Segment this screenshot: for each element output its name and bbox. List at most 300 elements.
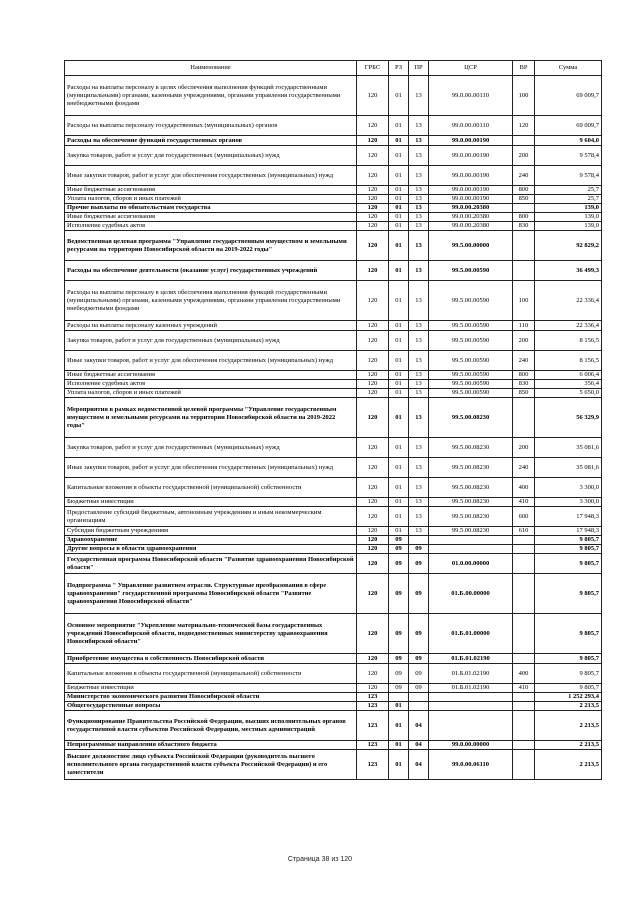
table-row <box>65 186 602 195</box>
cell-csr: 99.0.00.20380 <box>429 204 513 213</box>
cell-name: Закупка товаров, работ и услуг для государственных (муниципальных) нужд <box>65 331 357 351</box>
cell-sum: 35 081,6 <box>535 438 602 458</box>
cell-pr: 04 <box>409 711 429 741</box>
cell-grbs: 120 <box>357 527 389 536</box>
cell-name: Основное мероприятие "Укрепление материально-технической базы государственных учреждений Новосибирской области, подведомственных министерству здравоохранения Новосибирской области" <box>65 614 357 654</box>
cell-pr: 13 <box>409 371 429 380</box>
cell-sum: 25,7 <box>535 186 602 195</box>
cell-pr: 13 <box>409 527 429 536</box>
cell-csr: 99.0.00.00190 <box>429 186 513 195</box>
cell-pr: 09 <box>409 654 429 664</box>
column-header-pr: ПР <box>409 61 429 76</box>
cell-vr: 800 <box>513 371 535 380</box>
cell-csr: 01.0.00.00000 <box>429 554 513 574</box>
table-row <box>65 136 602 146</box>
table-body <box>65 76 602 780</box>
cell-sum: 17 948,3 <box>535 507 602 527</box>
cell-csr: 99.5.00.08230 <box>429 527 513 536</box>
cell-rz: 01 <box>389 231 409 261</box>
cell-vr <box>513 536 535 545</box>
cell-name: Общегосударственные вопросы <box>65 702 357 711</box>
cell-sum: 9 805,7 <box>535 664 602 684</box>
cell-vr: 100 <box>513 281 535 321</box>
cell-csr: 99.0.00.00110 <box>429 76 513 116</box>
cell-grbs: 120 <box>357 684 389 693</box>
cell-grbs: 120 <box>357 536 389 545</box>
table-row <box>65 76 602 116</box>
cell-rz: 01 <box>389 261 409 281</box>
cell-csr: 01.Б.01.00000 <box>429 614 513 654</box>
cell-csr: 99.5.00.08230 <box>429 507 513 527</box>
cell-vr <box>513 711 535 741</box>
column-header-name: Наименование <box>65 61 357 76</box>
cell-name: Непрограммные направления областного бюджета <box>65 741 357 750</box>
cell-name: Иные закупки товаров, работ и услуг для обеспечения государственных (муниципальных) нужд <box>65 351 357 371</box>
cell-csr: 99.0.00.00190 <box>429 146 513 166</box>
cell-rz: 09 <box>389 554 409 574</box>
cell-pr: 13 <box>409 261 429 281</box>
cell-sum: 92 829,2 <box>535 231 602 261</box>
cell-grbs: 120 <box>357 371 389 380</box>
cell-grbs: 120 <box>357 222 389 231</box>
cell-rz: 09 <box>389 684 409 693</box>
table-row <box>65 231 602 261</box>
cell-sum: 9 805,7 <box>535 545 602 554</box>
cell-vr: 600 <box>513 507 535 527</box>
cell-pr: 13 <box>409 186 429 195</box>
cell-csr <box>429 536 513 545</box>
cell-vr <box>513 654 535 664</box>
cell-rz: 01 <box>389 213 409 222</box>
table-row <box>65 438 602 458</box>
cell-pr: 04 <box>409 741 429 750</box>
cell-vr <box>513 614 535 654</box>
cell-rz: 01 <box>389 750 409 780</box>
cell-sum: 22 336,4 <box>535 321 602 331</box>
cell-name: Расходы на выплаты персоналу государственных (муниципальных) органов <box>65 116 357 136</box>
table-row <box>65 702 602 711</box>
cell-vr <box>513 741 535 750</box>
cell-grbs: 120 <box>357 261 389 281</box>
cell-sum: 3 300,0 <box>535 478 602 498</box>
cell-vr <box>513 574 535 614</box>
cell-name: Здравоохранение <box>65 536 357 545</box>
table-row <box>65 545 602 554</box>
cell-name: Приобретение имущества в собственность Новосибирской области <box>65 654 357 664</box>
cell-grbs: 120 <box>357 136 389 146</box>
cell-rz: 09 <box>389 574 409 614</box>
cell-pr: 13 <box>409 321 429 331</box>
cell-sum: 139,0 <box>535 204 602 213</box>
table-row <box>65 478 602 498</box>
cell-name: Высшее должностное лицо субъекта Российской Федерации (руководитель высшего исполнительного органа государственной власти субъекта Российской Федерации) и его заместители <box>65 750 357 780</box>
cell-pr: 13 <box>409 389 429 398</box>
cell-vr: 400 <box>513 478 535 498</box>
cell-vr <box>513 702 535 711</box>
cell-csr: 99.5.00.00590 <box>429 261 513 281</box>
table-row <box>65 614 602 654</box>
cell-csr: 99.5.00.00590 <box>429 371 513 380</box>
table-row <box>65 536 602 545</box>
cell-vr: 830 <box>513 222 535 231</box>
cell-name: Прочие выплаты по обязательствам государства <box>65 204 357 213</box>
cell-name: Другие вопросы в области здравоохранения <box>65 545 357 554</box>
cell-name: Уплата налогов, сборов и иных платежей <box>65 389 357 398</box>
cell-csr: 99.0.00.06110 <box>429 750 513 780</box>
cell-pr: 13 <box>409 166 429 186</box>
table-row <box>65 711 602 741</box>
table-header-row <box>65 61 602 76</box>
table-row <box>65 371 602 380</box>
cell-name: Министерство экономического развития Новосибирской области <box>65 693 357 702</box>
cell-sum: 1 252 293,4 <box>535 693 602 702</box>
cell-pr: 13 <box>409 195 429 204</box>
cell-name: Расходы на выплаты персоналу в целях обеспечения выполнения функций государственными (муниципальными) органами, казенными учреждениями, органами управления государственными внебюджетными фондами <box>65 281 357 321</box>
cell-pr: 04 <box>409 750 429 780</box>
cell-sum: 9 805,7 <box>535 574 602 614</box>
cell-pr: 13 <box>409 213 429 222</box>
cell-name: Закупка товаров, работ и услуг для государственных (муниципальных) нужд <box>65 146 357 166</box>
cell-csr: 99.0.00.00190 <box>429 166 513 186</box>
cell-vr <box>513 204 535 213</box>
cell-pr: 13 <box>409 222 429 231</box>
cell-pr: 13 <box>409 231 429 261</box>
cell-name: Иные бюджетные ассигнования <box>65 213 357 222</box>
cell-grbs: 120 <box>357 204 389 213</box>
cell-sum: 9 578,4 <box>535 146 602 166</box>
table-row <box>65 741 602 750</box>
cell-rz: 01 <box>389 711 409 741</box>
cell-sum: 5 650,0 <box>535 389 602 398</box>
cell-name: Ведомственная целевая программа "Управление государственным имуществом и земельными ресурсами на территории Новосибирской области на 2019-2022 годы" <box>65 231 357 261</box>
cell-sum: 9 604,0 <box>535 136 602 146</box>
cell-rz: 01 <box>389 498 409 507</box>
cell-rz: 01 <box>389 702 409 711</box>
cell-sum: 2 213,5 <box>535 702 602 711</box>
cell-grbs: 120 <box>357 76 389 116</box>
cell-pr: 09 <box>409 554 429 574</box>
cell-vr: 240 <box>513 458 535 478</box>
table-row <box>65 331 602 351</box>
table-row <box>65 654 602 664</box>
cell-sum: 8 156,5 <box>535 331 602 351</box>
cell-csr: 01.Б.00.00000 <box>429 574 513 614</box>
cell-rz: 01 <box>389 741 409 750</box>
table-row <box>65 195 602 204</box>
cell-sum: 9 805,7 <box>535 536 602 545</box>
cell-name: Уплата налогов, сборов и иных платежей <box>65 195 357 204</box>
budget-table <box>64 60 602 780</box>
cell-name: Расходы на выплаты персоналу в целях обеспечения выполнения функций государственными (муниципальными) органами, казенными учреждениями, органами управления государственными внебюджетными фондами <box>65 76 357 116</box>
cell-sum: 139,0 <box>535 213 602 222</box>
cell-pr: 13 <box>409 76 429 116</box>
cell-rz: 01 <box>389 195 409 204</box>
column-header-csr: ЦСР <box>429 61 513 76</box>
cell-name: Предоставление субсидий бюджетным, автономным учреждениям и иным некоммерческим организациям <box>65 507 357 527</box>
cell-name: Капитальные вложения в объекты государственной (муниципальной) собственности <box>65 478 357 498</box>
cell-rz: 01 <box>389 331 409 351</box>
cell-grbs: 120 <box>357 507 389 527</box>
cell-vr: 800 <box>513 186 535 195</box>
cell-vr: 200 <box>513 146 535 166</box>
cell-csr: 99.5.00.08230 <box>429 478 513 498</box>
table-row <box>65 321 602 331</box>
cell-rz <box>389 693 409 702</box>
page-number: Страница 38 из 120 <box>287 856 353 863</box>
cell-sum: 9 805,7 <box>535 654 602 664</box>
cell-rz: 01 <box>389 351 409 371</box>
cell-name: Исполнение судебных актов <box>65 222 357 231</box>
cell-grbs: 123 <box>357 741 389 750</box>
cell-csr <box>429 545 513 554</box>
cell-rz: 01 <box>389 507 409 527</box>
cell-vr: 240 <box>513 166 535 186</box>
cell-rz: 01 <box>389 116 409 136</box>
cell-pr <box>409 693 429 702</box>
cell-name: Бюджетные инвестиции <box>65 684 357 693</box>
table-row <box>65 166 602 186</box>
cell-grbs: 123 <box>357 702 389 711</box>
cell-pr: 13 <box>409 458 429 478</box>
table-row <box>65 281 602 321</box>
cell-sum: 36 499,3 <box>535 261 602 281</box>
cell-name: Мероприятия в рамках ведомственной целевой программы "Управление государственным имуществом и земельными ресурсами на территории Новосибирской области на 2019-2022 годы" <box>65 398 357 438</box>
cell-grbs: 120 <box>357 146 389 166</box>
cell-sum: 8 156,5 <box>535 351 602 371</box>
cell-grbs: 120 <box>357 166 389 186</box>
cell-name: Субсидии бюджетным учреждениям <box>65 527 357 536</box>
cell-rz: 01 <box>389 527 409 536</box>
cell-grbs: 120 <box>357 478 389 498</box>
cell-grbs: 120 <box>357 574 389 614</box>
cell-csr: 99.0.00.20380 <box>429 213 513 222</box>
cell-rz: 01 <box>389 281 409 321</box>
cell-rz: 09 <box>389 536 409 545</box>
cell-sum: 9 805,7 <box>535 614 602 654</box>
cell-rz: 01 <box>389 458 409 478</box>
cell-name: Расходы на обеспечение деятельности (оказание услуг) государственных учреждений <box>65 261 357 281</box>
cell-grbs: 120 <box>357 331 389 351</box>
cell-vr: 400 <box>513 664 535 684</box>
cell-vr: 610 <box>513 527 535 536</box>
cell-grbs: 120 <box>357 186 389 195</box>
cell-csr: 99.5.00.00590 <box>429 380 513 389</box>
cell-name: Расходы на обеспечение функций государственных органов <box>65 136 357 146</box>
cell-csr: 99.5.00.08230 <box>429 398 513 438</box>
cell-csr: 01.Б.01.02190 <box>429 684 513 693</box>
table-row <box>65 222 602 231</box>
cell-rz: 01 <box>389 186 409 195</box>
cell-csr: 99.5.00.00590 <box>429 321 513 331</box>
cell-pr: 13 <box>409 351 429 371</box>
cell-name: Иные закупки товаров, работ и услуг для обеспечения государственных (муниципальных) нужд <box>65 458 357 478</box>
cell-grbs: 120 <box>357 321 389 331</box>
cell-grbs: 120 <box>357 554 389 574</box>
cell-sum: 17 948,3 <box>535 527 602 536</box>
cell-csr: 99.5.00.08230 <box>429 458 513 478</box>
cell-rz: 09 <box>389 664 409 684</box>
cell-name: Иные бюджетные ассигнования <box>65 371 357 380</box>
cell-rz: 01 <box>389 438 409 458</box>
cell-pr: 13 <box>409 281 429 321</box>
cell-vr <box>513 693 535 702</box>
cell-sum: 2 213,5 <box>535 711 602 741</box>
cell-vr <box>513 231 535 261</box>
cell-csr: 01.Б.01.02190 <box>429 654 513 664</box>
cell-vr: 110 <box>513 321 535 331</box>
cell-grbs: 120 <box>357 498 389 507</box>
cell-pr: 13 <box>409 478 429 498</box>
cell-sum: 69 009,7 <box>535 116 602 136</box>
table-row <box>65 351 602 371</box>
cell-sum: 56 329,9 <box>535 398 602 438</box>
cell-sum: 3 300,0 <box>535 498 602 507</box>
cell-vr <box>513 136 535 146</box>
cell-name: Бюджетные инвестиции <box>65 498 357 507</box>
table-row <box>65 498 602 507</box>
cell-vr: 850 <box>513 389 535 398</box>
cell-vr: 240 <box>513 351 535 371</box>
table-row <box>65 574 602 614</box>
cell-name: Иные закупки товаров, работ и услуг для обеспечения государственных (муниципальных) нужд <box>65 166 357 186</box>
cell-grbs: 120 <box>357 614 389 654</box>
cell-csr: 99.5.00.00590 <box>429 389 513 398</box>
cell-rz: 01 <box>389 204 409 213</box>
cell-csr: 99.5.00.00590 <box>429 331 513 351</box>
cell-rz: 01 <box>389 76 409 116</box>
cell-sum: 9 578,4 <box>535 166 602 186</box>
table-row <box>65 693 602 702</box>
cell-pr: 13 <box>409 136 429 146</box>
cell-sum: 2 213,5 <box>535 750 602 780</box>
cell-csr: 01.Б.01.02190 <box>429 664 513 684</box>
cell-sum: 9 805,7 <box>535 554 602 574</box>
cell-rz: 01 <box>389 222 409 231</box>
cell-grbs: 120 <box>357 213 389 222</box>
cell-vr: 410 <box>513 684 535 693</box>
cell-sum: 35 081,6 <box>535 458 602 478</box>
column-header-grbs: ГРБС <box>357 61 389 76</box>
cell-sum: 139,0 <box>535 222 602 231</box>
table-row <box>65 146 602 166</box>
cell-pr: 09 <box>409 614 429 654</box>
cell-rz: 01 <box>389 321 409 331</box>
cell-csr: 99.5.00.00000 <box>429 231 513 261</box>
cell-rz: 01 <box>389 371 409 380</box>
cell-sum: 69 009,7 <box>535 76 602 116</box>
cell-grbs: 120 <box>357 231 389 261</box>
table-row <box>65 380 602 389</box>
cell-csr: 99.0.00.00110 <box>429 116 513 136</box>
cell-sum: 6 006,4 <box>535 371 602 380</box>
column-header-rz: РЗ <box>389 61 409 76</box>
table-row <box>65 684 602 693</box>
cell-grbs: 120 <box>357 438 389 458</box>
cell-name: Государственная программа Новосибирской области "Развитие здравоохранения Новосибирской области" <box>65 554 357 574</box>
table-row <box>65 507 602 527</box>
cell-rz: 01 <box>389 136 409 146</box>
cell-vr: 120 <box>513 116 535 136</box>
table-row <box>65 527 602 536</box>
cell-csr <box>429 702 513 711</box>
cell-sum: 9 805,7 <box>535 684 602 693</box>
cell-vr <box>513 398 535 438</box>
cell-pr: 13 <box>409 398 429 438</box>
cell-pr: 13 <box>409 380 429 389</box>
cell-grbs: 123 <box>357 711 389 741</box>
cell-csr <box>429 693 513 702</box>
cell-pr <box>409 536 429 545</box>
cell-vr: 830 <box>513 380 535 389</box>
cell-rz: 01 <box>389 389 409 398</box>
cell-vr <box>513 545 535 554</box>
cell-pr: 09 <box>409 664 429 684</box>
cell-csr: 99.5.00.00590 <box>429 351 513 371</box>
cell-grbs: 120 <box>357 398 389 438</box>
table-row <box>65 554 602 574</box>
cell-name: Исполнение судебных актов <box>65 380 357 389</box>
cell-pr: 09 <box>409 574 429 614</box>
table-row <box>65 750 602 780</box>
cell-pr: 13 <box>409 331 429 351</box>
cell-vr: 200 <box>513 438 535 458</box>
cell-vr <box>513 554 535 574</box>
cell-rz: 09 <box>389 654 409 664</box>
table-row <box>65 116 602 136</box>
cell-grbs: 120 <box>357 116 389 136</box>
cell-name: Расходы на выплаты персоналу казенных учреждений <box>65 321 357 331</box>
cell-vr: 850 <box>513 195 535 204</box>
table-row <box>65 261 602 281</box>
cell-grbs: 120 <box>357 380 389 389</box>
column-header-sum: Сумма <box>535 61 602 76</box>
cell-name: Функционирование Правительства Российской Федерации, высших исполнительных органов государственной власти субъектов Российской Федерации, местных администраций <box>65 711 357 741</box>
cell-grbs: 120 <box>357 351 389 371</box>
cell-rz: 01 <box>389 478 409 498</box>
cell-vr: 200 <box>513 331 535 351</box>
cell-csr: 99.0.00.00190 <box>429 195 513 204</box>
cell-pr: 13 <box>409 146 429 166</box>
cell-csr: 99.5.00.00590 <box>429 281 513 321</box>
table-row <box>65 398 602 438</box>
cell-grbs: 120 <box>357 281 389 321</box>
cell-pr: 13 <box>409 498 429 507</box>
cell-pr: 13 <box>409 116 429 136</box>
cell-rz: 01 <box>389 166 409 186</box>
cell-csr: 99.5.00.08230 <box>429 438 513 458</box>
table-row <box>65 664 602 684</box>
cell-rz: 01 <box>389 398 409 438</box>
cell-sum: 356,4 <box>535 380 602 389</box>
table-row <box>65 204 602 213</box>
cell-pr <box>409 702 429 711</box>
cell-csr <box>429 711 513 741</box>
cell-grbs: 120 <box>357 654 389 664</box>
cell-grbs: 120 <box>357 389 389 398</box>
cell-vr <box>513 261 535 281</box>
cell-pr: 13 <box>409 507 429 527</box>
cell-vr <box>513 750 535 780</box>
cell-name: Закупка товаров, работ и услуг для государственных (муниципальных) нужд <box>65 438 357 458</box>
cell-name: Капитальные вложения в объекты государственной (муниципальной) собственности <box>65 664 357 684</box>
cell-rz: 01 <box>389 146 409 166</box>
cell-grbs: 123 <box>357 750 389 780</box>
cell-grbs: 123 <box>357 693 389 702</box>
table-row <box>65 458 602 478</box>
cell-sum: 25,7 <box>535 195 602 204</box>
cell-grbs: 120 <box>357 458 389 478</box>
cell-vr: 100 <box>513 76 535 116</box>
